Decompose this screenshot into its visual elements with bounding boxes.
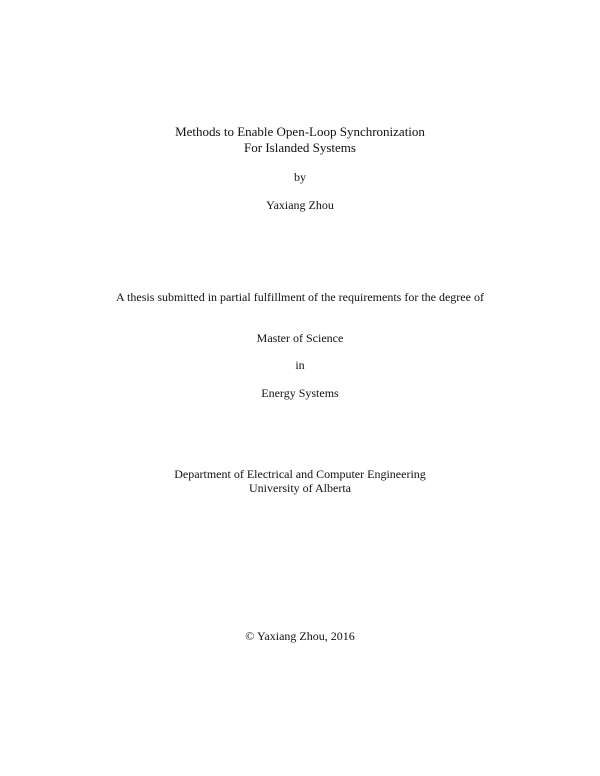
thesis-title-line-2: For Islanded Systems [244, 140, 356, 155]
in-text: in [295, 358, 305, 372]
university-name: University of Alberta [249, 481, 351, 495]
degree-name: Master of Science [256, 331, 344, 345]
department-name: Department of Electrical and Computer Engineering [174, 467, 426, 481]
by-text: by [294, 170, 306, 184]
copyright-notice: © Yaxiang Zhou, 2016 [245, 629, 355, 643]
author-name: Yaxiang Zhou [266, 198, 334, 212]
field-of-study: Energy Systems [261, 386, 339, 400]
thesis-statement: A thesis submitted in partial fulfillment of the requirements for the degree of [116, 290, 484, 304]
thesis-title-line-1: Methods to Enable Open-Loop Synchronization [175, 124, 425, 139]
